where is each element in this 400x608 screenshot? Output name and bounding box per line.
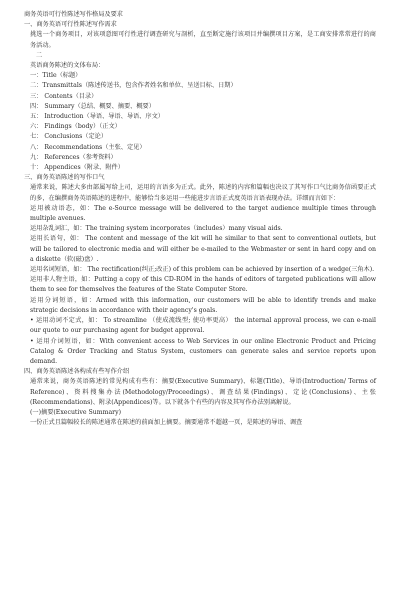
section-4-heading: 四、商务英语陈述各构成有些写作介绍 (24, 368, 130, 376)
layout-item: 四： Summary（总结、概要、摘要、概要） (30, 102, 155, 110)
layout-item: 一：Title（标题） (30, 72, 82, 80)
document-title: 商务英语可行性陈述写作格局及要求 (24, 11, 123, 18)
complex-vocabulary-example: 运用杂乱词汇，如：The training system incorporates（includes）many visual aids. (30, 225, 283, 233)
layout-item: 七： Conclusions（定论） (30, 133, 108, 141)
impersonal-subject-example: 运用非人物主语，如：Putting a copy of this CD-ROM in the hands of editors of targeted publications will allow them to see for themselves the features of the State Computer Store. (30, 276, 376, 294)
prepositional-phrase-example: • 运用介词短语，如：With convenient access to Web Services in our online Electronic Product and Pricing Catalog & Order Tracking and Status System, customers can generate sales and service reports upon demand. (30, 337, 376, 365)
infinitive-example: • 运用动词不定式，如： To streamline （使成流线型; 使功率更高） the internal approval process, we can e-mail our quote to our purchasing agent for budget approval. (30, 317, 376, 335)
long-sentence-example: 运用长语句，如： The content and message of the kit will he similar to that sent to conventional outlets, but will be tailored to electronic media and will either be e-mailed to the Webmaster or sent in hard copy and on a diskette（软(磁)盘）. (30, 235, 376, 263)
section-4-body: 通常来说，商务英语陈述的常见构成有些有：摘要(Executive Summary)、标题(Title)、导语(Introduction/ Terms of Reference)、资料搜集办法(Methodology/Proceedings)、调查结果(Findings)、定论(Conclusions)、主张(Recommendations)、附录(Appendices)等。以下就各个有些的内容及其写作办法别离解说。 (30, 378, 376, 406)
layout-item: 八： Recommendations（主张、定见） (30, 143, 146, 151)
layout-list (20, 71, 376, 173)
layout-item: 六： Findings（body）（正文） (30, 123, 121, 131)
participle-phrase-example: 运用分词短语，如：Armed with this information, our customers will be able to identify trends and make strategic decisions in accordance with their agency's goals. (30, 296, 376, 314)
section-1-heading: 一、商务英语可行性陈述写作需求 (24, 21, 117, 29)
summary-body: 一份正式且篇幅较长的陈述通常在陈述的前面加上摘要。摘要通常不超越一页，是陈述的导语、调查 (30, 419, 303, 427)
section-1-body: 挑选一个商务项目，对该项意图可行性进行调查研究与剖析，直至断定施行该项目并编撰项目方案，是工商安排常常进行的商务活动。 (30, 31, 376, 49)
layout-item: 九： References（参考资料） (30, 153, 117, 161)
summary-heading: (一)摘要(Executive Summary) (30, 408, 122, 416)
section-2-mark: 二 (36, 51, 43, 59)
layout-item: 十： Appendices（附录、附件） (30, 164, 124, 172)
noun-phrase-example: 运用名词短语，如： The rectification(纠正;改正) of this problem can be achieved by insertion of a wedge(三角木). (30, 266, 375, 274)
layout-heading: 英语商务陈述的文体布局： (30, 62, 105, 70)
layout-item: 三： Contents（目录） (30, 92, 98, 100)
layout-item: 二：Transmittals（陈述传送书，包含作者姓名和单位、呈送目标、日期） (30, 82, 237, 90)
passive-voice-example: 运用被动语态，如：The e-Source message will be delivered to the target audience multiple times through multiple avenues. (30, 204, 376, 223)
section-3-body: 通常来说，陈述大多由部属写给上司，运用的言语多为正式。此外，陈述的内容和篇幅也决议了其写作口气比商务信函要正式的多，在编撰商务英语陈述的进程中，能够恰当多运用一些能进步言语正式度英语言语表现办法。详细而言如下： (30, 184, 376, 202)
section-3-heading: 三、商务英语陈述的写作口气 (24, 174, 105, 182)
layout-item: 五： Introduction（导语、导语、导语、序文） (30, 113, 164, 121)
